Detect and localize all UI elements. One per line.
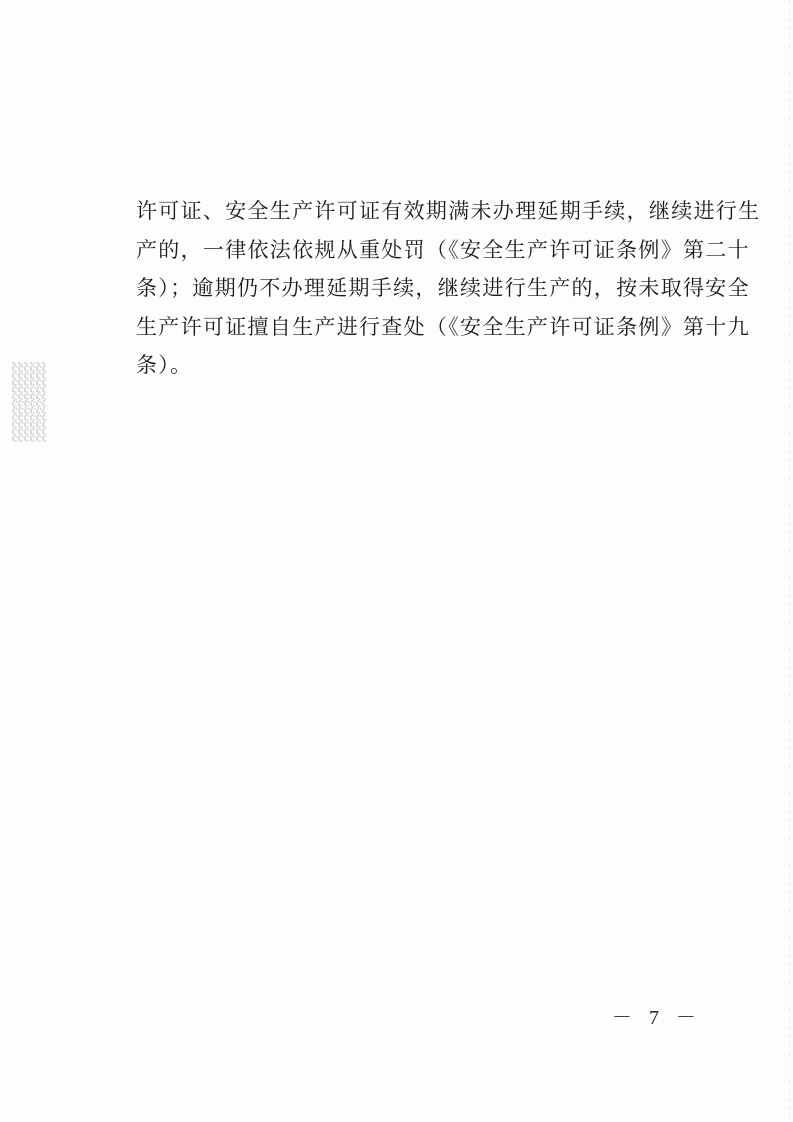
text-line: 条）；逾期仍不办理延期手续，继续进行生产的，按未取得安全 [136, 276, 750, 300]
text-line: 产的，一律依法依规从重处罚（《安全生产许可证条例》第二十 [136, 237, 750, 262]
text-line: 条）。 [136, 353, 193, 377]
scan-edge [789, 0, 790, 1122]
text-line: 许可证、安全生产许可证有效期满未办理延期手续，继续进行生 [136, 199, 761, 223]
text-line: 生产许可证擅自生产进行查处（《安全生产许可证条例》第十九 [136, 314, 750, 339]
page-number: － 7 － [612, 1007, 702, 1029]
scan-noise-mark [12, 362, 46, 442]
body-paragraph [136, 192, 761, 385]
